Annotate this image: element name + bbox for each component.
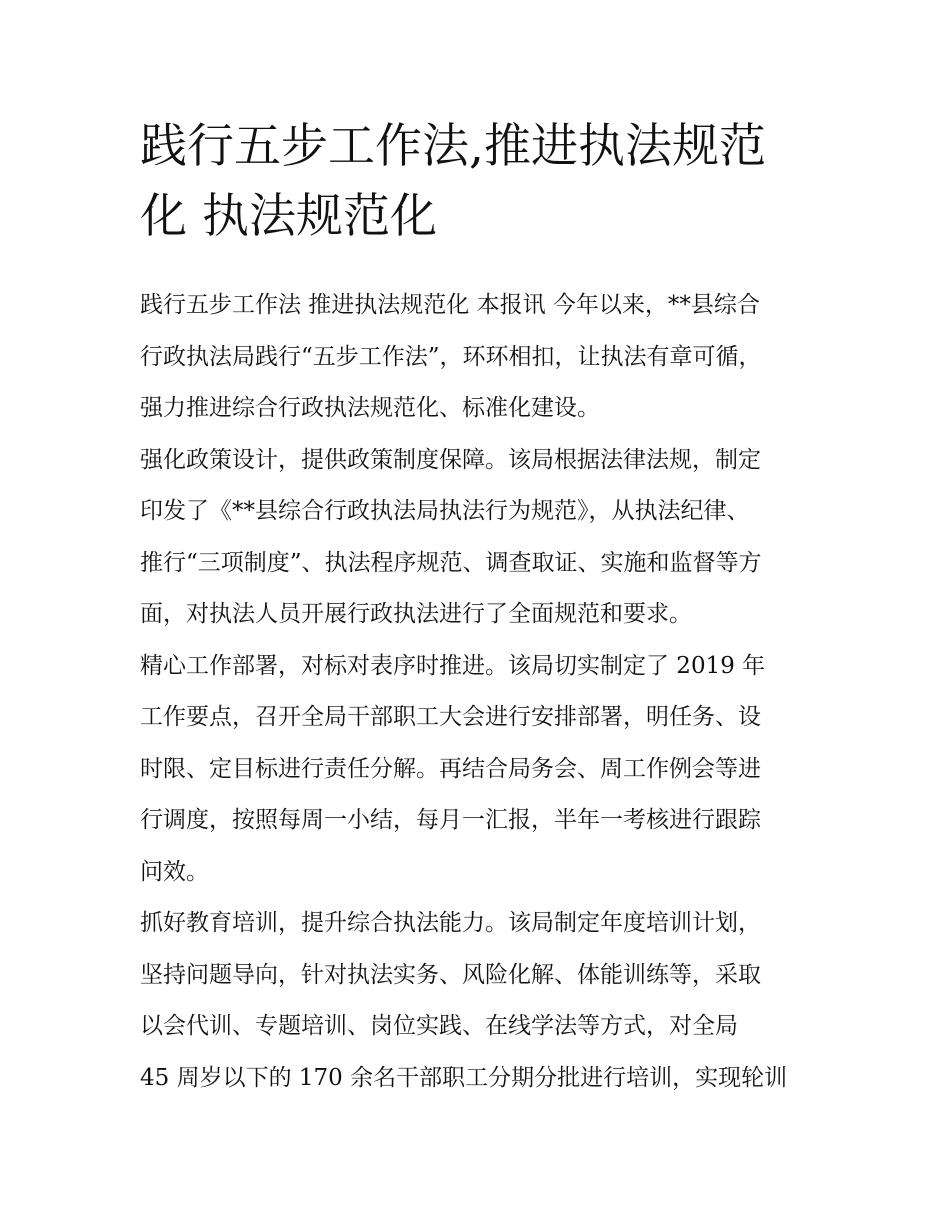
document-body <box>140 280 830 1104</box>
body-line: 印发了《**县综合行政执法局执法行为规范》，从执法纪律、 <box>140 498 750 524</box>
body-line: 精心工作部署，对标对表序时推进。该局切实制定了 2019 年 <box>140 652 766 679</box>
body-line: 践行五步工作法 推进执法规范化 本报讯 今年以来，**县综合 <box>140 292 760 318</box>
body-line: 问效。 <box>140 858 209 885</box>
body-line: 行政执法局践行“五步工作法”，环环相扣，让执法有章可循， <box>140 343 762 370</box>
body-line: 以会代训、专题培训、岗位实践、在线学法等方式，对全局 <box>140 1013 738 1039</box>
body-line: 坚持问题导向，针对执法实务、风险化解、体能训练等，采取 <box>140 961 761 988</box>
title-line-2: 化 执法规范化 <box>140 189 437 244</box>
body-line: 强化政策设计，提供政策制度保障。该局根据法律法规，制定 <box>140 446 761 473</box>
body-line: 时限、定目标进行责任分解。再结合局务会、周工作例会等进 <box>140 755 761 782</box>
body-line: 强力推进综合行政执法规范化、标准化建设。 <box>140 395 600 421</box>
body-line: 行调度，按照每周一小结，每月一汇报，半年一考核进行跟踪 <box>140 807 761 833</box>
body-line: 推行“三项制度”、执法程序规范、调查取证、实施和监督等方 <box>140 549 762 576</box>
body-line: 面，对执法人员开展行政执法进行了全面规范和要求。 <box>140 601 692 627</box>
body-line: 抓好教育培训，提升综合执法能力。该局制定年度培训计划， <box>140 910 761 936</box>
body-line: 工作要点，召开全局干部职工大会进行安排部署，明任务、设 <box>140 704 761 730</box>
title-line-1: 践行五步工作法,推进执法规范 <box>140 119 766 174</box>
body-line: 45 周岁以下的 170 余名干部职工分期分批进行培训，实现轮训 <box>140 1064 788 1091</box>
document-title <box>140 112 820 252</box>
